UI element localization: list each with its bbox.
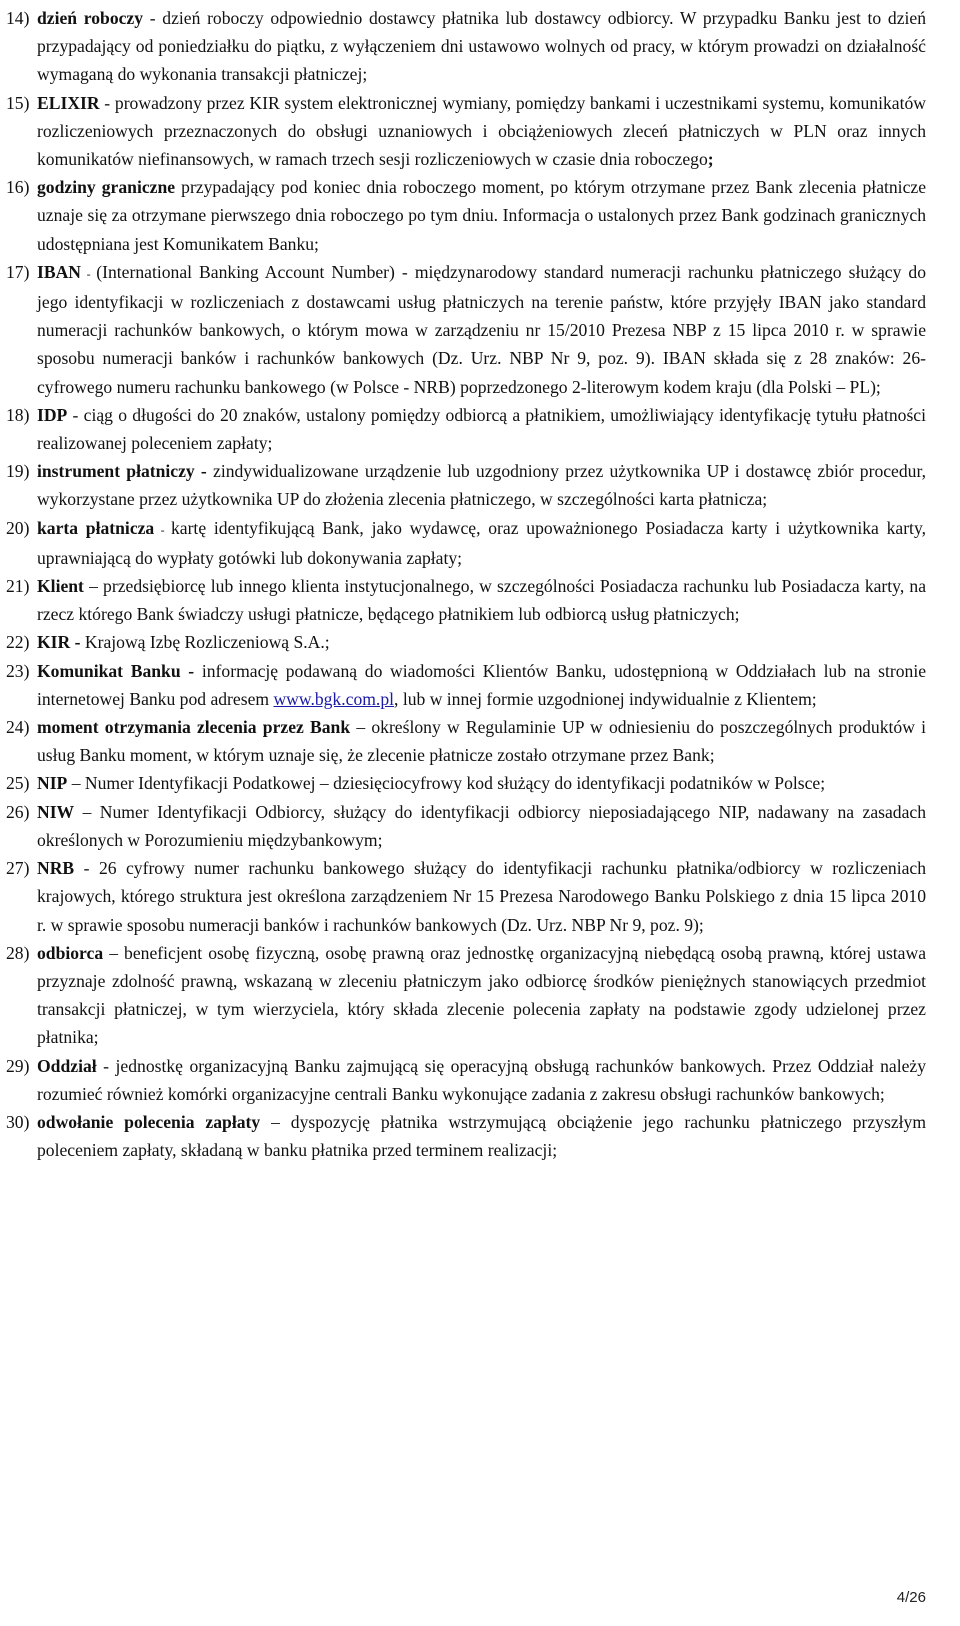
- definition-number: 29): [6, 1055, 30, 1076]
- definition-number: 21): [6, 576, 30, 597]
- definition-item: [6, 657, 926, 713]
- definition-text: Numer Identyfikacji Odbiorcy, służący do identyfikacji odbiorcy nieposiadającego NIP, nadawany na zasadach określonych w Porozumieniu międzybankowym;: [37, 801, 927, 850]
- definition-number: 14): [6, 8, 30, 28]
- definition-term: Oddział: [37, 1055, 97, 1076]
- definition-separator: -: [67, 404, 84, 425]
- definition-text: (International Banking Account Number) - międzynarodowy standard numeracji rachunku płatniczego służący do jego identyfikacji w rozliczeniach z dostawcami usług płatniczych na terenie państw, które przyjęły IBAN jako standard numeracji rachunków bankowych, o którym mowa w zarządzeniu nr 15/2010 Prezesa NBP z 15 lipca 2010 r. w sprawie sposobu numeracji banków i rachunków bankowych (Dz. Urz. NBP Nr 9, poz. 9). IBAN składa się z 28 znaków: 26-cyfrowego numeru rachunku bankowego (w Polsce - NRB) poprzedzonego 2-literowym kodem kraju (dla Polski – PL);: [37, 261, 927, 397]
- definition-body: [37, 4, 926, 89]
- definition-term: ELIXIR: [37, 92, 100, 113]
- definition-text: beneficjent osobę fizyczną, osobę prawną oraz jednostkę organizacyjną niebędącą osobą prawną, której ustawa przyznaje zdolność prawną, wskazaną w zleceniu płatniczym jako odbiorcę środków pieniężnych stanowiących przedmiot transakcji płatniczej, w tym wierzyciela, który składa zlecenie polecenia zapłaty na podstawie zgody udzielonej przez płatnika;: [37, 942, 927, 1048]
- definition-separator: –: [260, 1111, 291, 1132]
- definition-body: [37, 401, 926, 457]
- definition-number: 30): [6, 1111, 30, 1132]
- definition-term: Klient: [37, 576, 84, 597]
- definition-body: [37, 173, 926, 258]
- definition-body: [37, 514, 926, 572]
- definition-separator: –: [103, 942, 125, 963]
- definition-term: NIP: [37, 773, 68, 794]
- definition-item: [6, 89, 926, 174]
- definition-separator: -: [99, 92, 115, 113]
- definition-body: [37, 939, 926, 1052]
- definition-body: [37, 89, 926, 174]
- definition-term: odbiorca: [37, 942, 104, 963]
- definition-item: [6, 514, 926, 572]
- definition-body: [37, 798, 926, 854]
- definition-number: 28): [6, 942, 30, 963]
- definition-number: 27): [6, 858, 30, 879]
- definition-item: [6, 258, 926, 401]
- definition-number: 16): [6, 177, 30, 198]
- definition-separator: -: [74, 858, 99, 879]
- definition-item: [6, 628, 926, 656]
- definition-text: zindywidualizowane urządzenie lub uzgodniony przez użytkownika UP i dostawcę zbiór procedur, wykorzystane przez użytkownika UP do złożenia zlecenia płatniczego, w szczególności karta płatnicza;: [37, 461, 927, 510]
- definition-term: odwołanie polecenia zapłaty: [37, 1111, 261, 1132]
- definition-item: [6, 173, 926, 258]
- definition-number: 24): [6, 717, 30, 738]
- definition-text: przypadający pod koniec dnia roboczego moment, po którym otrzymane przez Bank zlecenia płatnicze uznaje się za otrzymane pierwszego dnia roboczego po tym dniu. Informacja o ustalonych przez Bank godzinach granicznych udostępniana jest Komunikatem Banku;: [37, 177, 927, 254]
- definition-number: 19): [6, 461, 30, 482]
- definition-separator: -: [81, 266, 97, 281]
- definition-number: 15): [6, 92, 30, 113]
- definition-number: 23): [6, 660, 30, 681]
- definition-text: ciąg o długości do 20 znaków, ustalony pomiędzy odbiorcą a płatnikiem, umożliwiający identyfikację tytułu płatności realizowanej poleceniem zapłaty;: [37, 404, 927, 454]
- definition-text: 26 cyfrowy numer rachunku bankowego służący do identyfikacji rachunku płatnika/odbiorcy w rozliczeniach krajowych, którego struktura jest określona zarządzeniem Nr 15 Prezesa Narodowego Banku Polskiego z dnia 15 lipca 2010 r. w sprawie sposobu numeracji banków i rachunków bankowych (Dz. Urz. NBP Nr 9, poz. 9);: [37, 858, 926, 935]
- definition-body: [37, 457, 926, 513]
- definition-term: moment otrzymania zlecenia przez Bank: [37, 717, 351, 738]
- definition-item: [6, 1052, 926, 1108]
- definition-item: [6, 4, 926, 89]
- definition-separator: -: [154, 522, 171, 537]
- definition-item: [6, 572, 926, 628]
- definition-term: karta płatnicza: [37, 517, 155, 538]
- page-number: 4/26: [896, 1589, 926, 1606]
- definition-body: [37, 713, 926, 769]
- definition-separator: –: [67, 773, 85, 794]
- definition-text: Krajową Izbę Rozliczeniową S.A.;: [84, 632, 330, 653]
- definition-separator: -: [143, 8, 163, 28]
- definition-term: KIR -: [37, 632, 81, 653]
- definition-text: dyspozycję płatnika wstrzymującą obciążenie jego rachunku płatniczego przyszłym poleceniem zapłaty, składaną w banku płatnika przed terminem realizacji;: [37, 1111, 927, 1161]
- definition-item: [6, 854, 926, 939]
- definition-term: instrument płatniczy -: [37, 461, 207, 482]
- definition-body: [37, 657, 926, 713]
- definition-item: [6, 401, 926, 457]
- website-link[interactable]: www.bgk.com.pl: [273, 688, 395, 709]
- definition-text: dzień roboczy odpowiednio dostawcy płatnika lub dostawcy odbiorcy. W przypadku Banku jest to dzień przypadający od poniedziałku do piątku, z wyłączeniem dni ustawowo wolnych od pracy, w którym prowadzi on działalność wymaganą do wykonania transakcji płatniczej;: [37, 8, 927, 85]
- definition-body: [37, 572, 926, 628]
- definition-item: [6, 1108, 926, 1164]
- definition-term: dzień roboczy: [37, 8, 144, 28]
- definition-number: 25): [6, 773, 30, 794]
- definition-item: [6, 939, 926, 1052]
- definition-text: ;: [707, 149, 714, 170]
- definition-item: [6, 769, 926, 797]
- definition-text: określony w Regulaminie UP w odniesieniu do poszczególnych produktów i usług Banku moment, w którym uznaje się, że zlecenie płatnicze zostało otrzymane przez Bank;: [37, 717, 927, 766]
- definition-body: [37, 1108, 926, 1164]
- definition-separator: –: [74, 801, 100, 822]
- definition-text: , lub w innej formie uzgodnionej indywidualnie z Klientem;: [394, 688, 817, 709]
- definition-term: IDP: [37, 404, 68, 425]
- definition-number: 18): [6, 404, 30, 425]
- definition-text: informację podawaną do wiadomości Klientów Banku, udostępnioną w Oddziałach lub na stronie internetowej Banku pod adresem: [37, 660, 927, 709]
- definition-body: [37, 1052, 926, 1108]
- definition-term: NIW: [37, 801, 75, 822]
- definition-number: 22): [6, 632, 30, 653]
- definition-body: [37, 854, 926, 939]
- definition-body: [37, 769, 926, 797]
- definition-separator: -: [96, 1055, 116, 1076]
- definition-item: [6, 457, 926, 513]
- definition-separator: [194, 661, 202, 681]
- definition-number: 17): [6, 261, 30, 282]
- definition-text: prowadzony przez KIR system elektronicznej wymiany, pomiędzy bankami i uczestnikami systemu, komunikatów rozliczeniowych przeznaczonych do obsługi uznaniowych i obciążeniowych zleceń płatniczych w PLN oraz innych komunikatów niefinansowych, w ramach trzech sesji rozliczeniowych w czasie dnia roboczego: [37, 92, 927, 170]
- definition-term: NRB: [37, 858, 75, 879]
- definition-number: 20): [6, 517, 30, 538]
- definition-text: jednostkę organizacyjną Banku zajmującą się operacyjną obsługą rachunków bankowych. Przez Oddział należy rozumieć również komórki organizacyjne centrali Banku wykonujące zadania z zakresu obsługi rachunków bankowych;: [37, 1055, 926, 1104]
- definition-term: IBAN: [37, 261, 81, 282]
- definition-number: 26): [6, 801, 30, 822]
- definition-text: przedsiębiorcę lub innego klienta instytucjonalnego, w szczególności Posiadacza rachunku lub Posiadacza karty, na rzecz którego Bank świadczy usługi płatnicze, będącego płatnikiem lub odbiorcą usług płatniczych;: [37, 576, 926, 625]
- definition-term: godziny graniczne: [37, 177, 176, 198]
- definition-item: [6, 713, 926, 769]
- definition-body: [37, 628, 926, 656]
- definition-body: [37, 258, 926, 401]
- definition-term: Komunikat Banku -: [37, 660, 195, 681]
- definitions-list: [6, 4, 926, 1164]
- definition-separator: –: [83, 576, 104, 597]
- definition-separator: –: [350, 717, 372, 738]
- definition-text: Numer Identyfikacji Podatkowej – dziesięciocyfrowy kod służący do identyfikacji podatników w Polsce;: [84, 773, 826, 794]
- definition-text: kartę identyfikującą Bank, jako wydawcę, oraz upoważnionego Posiadacza karty i użytkownika karty, uprawniającą do wypłaty gotówki lub dokonywania zapłaty;: [37, 517, 926, 568]
- definition-item: [6, 798, 926, 854]
